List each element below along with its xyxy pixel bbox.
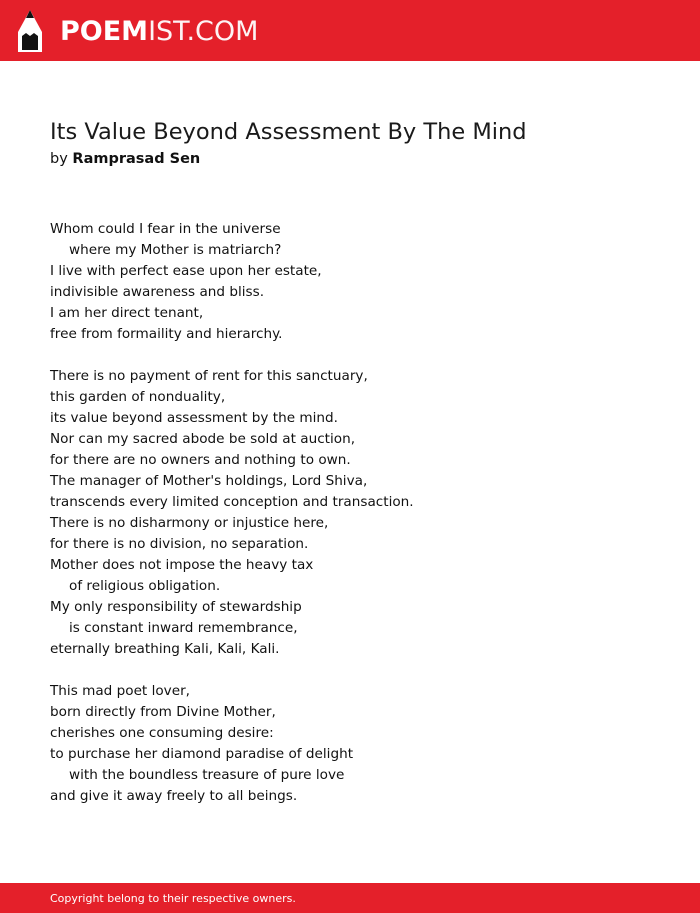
site-footer xyxy=(0,883,700,913)
poem-line: cherishes one consuming desire: xyxy=(50,725,274,741)
by-label: by xyxy=(50,151,68,167)
poem-line: of religious obligation. xyxy=(69,578,221,594)
poem-stanza xyxy=(50,681,670,807)
copyright-text: Copyright belong to their respective owners. xyxy=(50,892,296,905)
poem-line: with the boundless treasure of pure love xyxy=(69,767,345,783)
poem-line: I live with perfect ease upon her estate, xyxy=(50,263,322,279)
poem-stanza xyxy=(50,219,670,345)
brand-light: IST.COM xyxy=(148,15,259,47)
poem-line: There is no disharmony or injustice here, xyxy=(50,515,329,531)
pencil-icon xyxy=(16,9,44,53)
poem-line: for there is no division, no separation. xyxy=(50,536,309,552)
poem-line: this garden of nonduality, xyxy=(50,389,226,405)
poem-line: I am her direct tenant, xyxy=(50,305,204,321)
poem-line: eternally breathing Kali, Kali, Kali. xyxy=(50,641,280,657)
poem-author: Ramprasad Sen xyxy=(72,151,201,167)
poem-line: for there are no owners and nothing to own. xyxy=(50,452,351,468)
site-brand xyxy=(60,15,259,47)
poem-line: The manager of Mother's holdings, Lord Shiva, xyxy=(50,473,368,489)
poem-line: born directly from Divine Mother, xyxy=(50,704,276,720)
poem-line: to purchase her diamond paradise of delight xyxy=(50,746,354,762)
poem-line: and give it away freely to all beings. xyxy=(50,788,298,804)
poem-line: Whom could I fear in the universe xyxy=(50,221,281,237)
site-header xyxy=(0,0,700,61)
poem-line: There is no payment of rent for this sanctuary, xyxy=(50,368,368,384)
poem-line: This mad poet lover, xyxy=(50,683,190,699)
poem-line: Nor can my sacred abode be sold at auction, xyxy=(50,431,356,447)
poem-line: its value beyond assessment by the mind. xyxy=(50,410,338,426)
poem-title: Its Value Beyond Assessment By The Mind xyxy=(50,119,527,145)
poem-byline xyxy=(50,149,200,169)
poem-line: Mother does not impose the heavy tax xyxy=(50,557,314,573)
brand-bold: POEM xyxy=(60,15,149,47)
poem-stanza xyxy=(50,366,670,660)
poem-line: indivisible awareness and bliss. xyxy=(50,284,265,300)
poem-line: where my Mother is matriarch? xyxy=(69,242,282,258)
poem-line: My only responsibility of stewardship xyxy=(50,599,302,615)
poem-body xyxy=(50,219,670,828)
poem-line: is constant inward remembrance, xyxy=(69,620,298,636)
poem-line: free from formaility and hierarchy. xyxy=(50,326,283,342)
site-logo-link[interactable] xyxy=(16,9,258,53)
poem-line: transcends every limited conception and transaction. xyxy=(50,494,414,510)
